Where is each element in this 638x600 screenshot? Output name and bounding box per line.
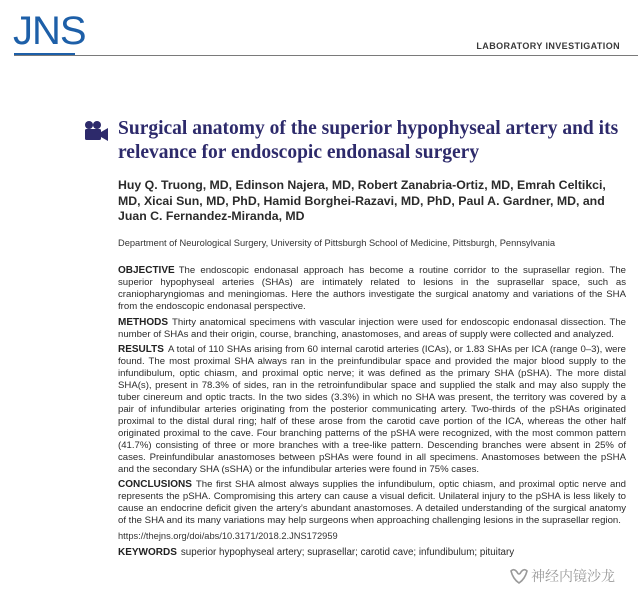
abstract-conclusions	[118, 479, 626, 527]
conclusions-text: The first SHA almost always supplies the infundibulum, optic chiasm, and proximal optic nerve and represents the pSHA. Compromising this artery can cause a visual deficit. Unilateral injury to the pSHA is less likely to cause an endocrine deficit given the artery’s abundant anastomoses. A detailed understanding of the surgical anatomy of the SHA and its many variations may help surgeons when approaching challenging lesions in the suprasellar region.	[118, 479, 626, 527]
conclusions-heading: CONCLUSIONS	[118, 479, 192, 491]
header-rule	[14, 55, 638, 56]
watermark-text: 神经内镜沙龙	[531, 569, 615, 585]
wechat-channel-icon	[509, 567, 529, 585]
abstract-results	[118, 344, 626, 475]
abstract-objective	[118, 265, 626, 313]
objective-heading: OBJECTIVE	[118, 265, 175, 276]
video-camera-icon	[83, 120, 109, 142]
keywords-heading: KEYWORDS	[118, 547, 177, 559]
results-heading: RESULTS	[118, 344, 164, 356]
methods-text: Thirty anatomical specimens with vascular injection were used for endoscopic endonasal dissection. The number of SHAs and their origin, course, branching, anastomoses, and areas of supply were collected and analyzed.	[118, 316, 626, 340]
abstract-methods	[118, 317, 626, 341]
keywords	[118, 547, 626, 558]
methods-heading: METHODS	[118, 316, 168, 328]
abstract	[118, 265, 626, 558]
author-list: Huy Q. Truong, MD, Edinson Najera, MD, Robert Zanabria-Ortiz, MD, Emrah Celtikci, MD, Xicai Sun, MD, PhD, Hamid Borghei-Razavi, MD, PhD, Paul A. Gardner, MD, and Juan C. Fernandez-Miranda, MD	[118, 178, 606, 223]
results-text: A total of 110 SHAs arising from 60 internal carotid arteries (ICAs), or 1.83 SHAs per ICA (range 0–3), were found. The most proximal SHA always ran in the preinfundibular space and provided the major blood supply to the infundibulum, optic chiasm, and proximal optic nerve; it was defined as the primary SHA (pSHA). The more distal SHA(s), present in 78.3% of sides, ran in the retroinfundibular space and supplied the stalk and may also supply the tuber cinereum and optic tracts. In the two sides (3.3%) in which no SHA was present, the territory was covered by a pair of infundibular arteries originating from the posterior communicating artery. Two-thirds of the pSHAs originated proximal to the distal dural ring; half of these arose from the carotid cave portion of the ICA, whereas the other half originated proximal to the cave. Four branching patterns of the pSHA were recognized, with the most common pattern (41.7%) consisting of three or more branches with a tree-like pattern. Descending branches were absent in 25% of cases. Preinfundibular anastomoses between pSHAs were found in all specimens. Anastomoses between the pSHA and the secondary SHA (sSHA) or the infundibular arteries were found in 75% cases.	[118, 344, 626, 475]
keywords-text: superior hypophyseal artery; suprasellar; carotid cave; infundibulum; pituitary	[180, 547, 515, 559]
watermark	[509, 559, 627, 595]
affiliation: Department of Neurological Surgery, University of Pittsburgh School of Medicine, Pittsburgh, Pennsylvania	[118, 238, 555, 248]
doi-link[interactable]: https://thejns.org/doi/abs/10.3171/2018.2.JNS172959	[118, 531, 338, 542]
article-title: Surgical anatomy of the superior hypophyseal artery and its relevance for endoscopic endonasal surgery	[118, 118, 619, 163]
section-label: LABORATORY INVESTIGATION	[476, 41, 620, 51]
objective-text: The endoscopic endonasal approach has become a routine corridor to the suprasellar region. The superior hypophyseal arteries (SHAs) are intimately related to lesions in the suprasellar space, such as craniopharyngiomas and meningiomas. Here the authors investigate the surgical anatomy and variations of the SHA from the endoscopic endonasal perspective.	[118, 265, 626, 312]
journal-logo: JNS	[13, 9, 86, 53]
